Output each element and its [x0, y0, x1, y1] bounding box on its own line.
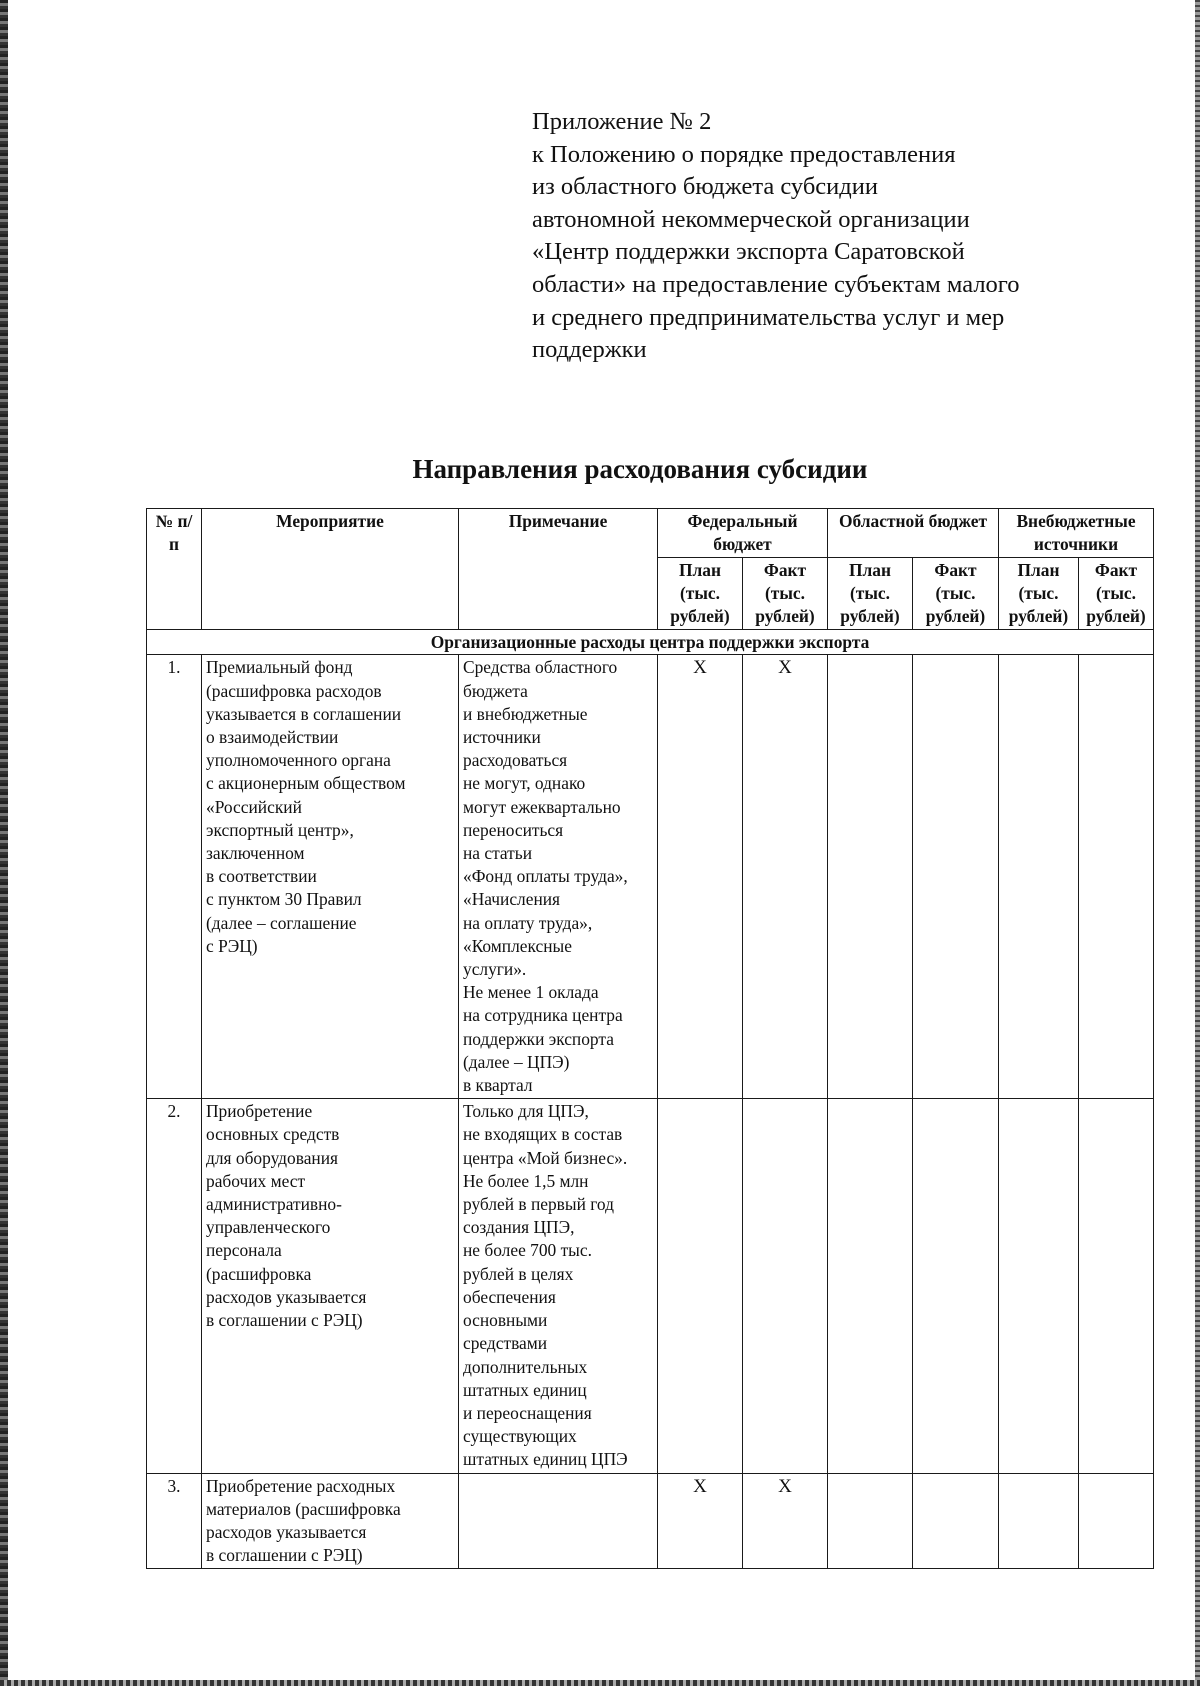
extra-plan-cell	[999, 1099, 1079, 1473]
federal-plan-cell: X	[658, 655, 743, 1099]
header-regional-fact: Факт (тыс. рублей)	[913, 558, 999, 630]
extra-fact-cell	[1079, 1099, 1154, 1473]
extra-plan-cell	[999, 1473, 1079, 1569]
note-line: средствами	[463, 1333, 548, 1354]
note-line: рублей в целях	[463, 1263, 574, 1284]
note-line: рублей в первый год	[463, 1194, 614, 1215]
header-extra-plan: План (тыс. рублей)	[999, 558, 1079, 630]
header-event: Мероприятие	[202, 509, 459, 630]
note-line: в квартал	[463, 1075, 533, 1096]
event-line: рабочих мест	[206, 1170, 306, 1191]
note-line: штатных единиц	[463, 1379, 587, 1400]
event-line: для оборудования	[206, 1147, 339, 1168]
note-line: Не более 1,5 млн	[463, 1170, 589, 1191]
row-note	[459, 1099, 658, 1473]
scan-edge-bottom	[0, 1680, 1200, 1686]
header-federal-plan: План (тыс. рублей)	[658, 558, 743, 630]
note-line: источники	[463, 727, 541, 748]
row-number: 3.	[147, 1473, 202, 1569]
document-title: Направления расходования субсидии	[412, 454, 868, 484]
event-line: (далее – соглашение	[206, 912, 357, 933]
event-line: в соответствии	[206, 866, 317, 887]
appendix-line: области» на предоставление субъектам малого	[532, 270, 1020, 298]
note-line: Не менее 1 оклада	[463, 982, 599, 1003]
note-line: не более 700 тыс.	[463, 1240, 592, 1261]
header-num: № п/п	[147, 509, 202, 630]
appendix-line: автономной некоммерческой организации	[532, 205, 970, 233]
header-extra: Внебюджетные источники	[999, 509, 1154, 558]
regional-plan-cell	[828, 655, 913, 1099]
note-line: создания ЦПЭ,	[463, 1217, 575, 1238]
regional-fact-cell	[913, 1099, 999, 1473]
note-line: существующих	[463, 1426, 577, 1447]
event-line: материалов (расшифровка	[206, 1498, 401, 1519]
expenses-table	[146, 508, 1154, 1569]
event-line: расходов указывается	[206, 1286, 367, 1307]
header-federal: Федеральный бюджет	[658, 509, 828, 558]
regional-plan-cell	[828, 1099, 913, 1473]
appendix-line: из областного бюджета субсидии	[532, 173, 878, 201]
appendix-line: Приложение № 2	[532, 108, 712, 135]
regional-fact-cell	[913, 655, 999, 1099]
note-line: основными	[463, 1310, 548, 1331]
section-title: Организационные расходы центра поддержки экспорта	[147, 630, 1154, 655]
note-line: центра «Мой бизнес».	[463, 1147, 628, 1168]
regional-plan-cell	[828, 1473, 913, 1569]
row-number: 1.	[147, 655, 202, 1099]
event-line: (расшифровка расходов	[206, 680, 382, 701]
note-line: штатных единиц ЦПЭ	[463, 1449, 628, 1470]
row-event	[202, 1099, 459, 1473]
event-line: о взаимодействии	[206, 727, 339, 748]
event-line: Приобретение	[206, 1101, 313, 1122]
row-note	[459, 1473, 658, 1569]
federal-fact-cell: X	[743, 655, 828, 1099]
note-line: не входящих в состав	[463, 1124, 623, 1145]
note-line: поддержки экспорта	[463, 1028, 614, 1049]
event-line: с РЭЦ)	[206, 935, 258, 956]
row-number: 2.	[147, 1099, 202, 1473]
event-line: экспортный центр»,	[206, 819, 354, 840]
note-line: «Фонд оплаты труда»,	[463, 866, 628, 887]
header-row	[147, 509, 1154, 558]
note-line: (далее – ЦПЭ)	[463, 1051, 570, 1072]
event-line: персонала	[206, 1240, 282, 1261]
appendix-line: «Центр поддержки экспорта Саратовской	[532, 238, 965, 266]
event-line: Премиальный фонд	[206, 657, 353, 678]
note-line: могут ежеквартально	[463, 796, 621, 817]
header-regional: Областной бюджет	[828, 509, 999, 558]
note-line: дополнительных	[463, 1356, 588, 1377]
row-event	[202, 1473, 459, 1569]
event-line: с пунктом 30 Правил	[206, 889, 362, 910]
header-regional-plan: План (тыс. рублей)	[828, 558, 913, 630]
header-federal-fact: Факт (тыс. рублей)	[743, 558, 828, 630]
note-line: расходоваться	[463, 750, 568, 771]
federal-plan-cell	[658, 1099, 743, 1473]
row-note	[459, 655, 658, 1099]
event-line: указывается в соглашении	[206, 703, 402, 724]
note-line: обеспечения	[463, 1286, 556, 1307]
section-row	[147, 630, 1154, 655]
note-line: переноситься	[463, 819, 564, 840]
appendix-line: к Положению о порядке предоставления	[532, 140, 956, 168]
note-line: Только для ЦПЭ,	[463, 1101, 589, 1122]
note-line: на статьи	[463, 843, 533, 864]
event-line: административно-	[206, 1194, 342, 1215]
extra-plan-cell	[999, 655, 1079, 1099]
note-line: бюджета	[463, 680, 528, 701]
note-line: и переоснащения	[463, 1402, 592, 1423]
appendix-line: поддержки	[532, 336, 647, 364]
event-line: «Российский	[206, 796, 302, 817]
note-line: и внебюджетные	[463, 703, 588, 724]
event-line: (расшифровка	[206, 1263, 312, 1284]
header-extra-fact: Факт (тыс. рублей)	[1079, 558, 1154, 630]
event-line: с акционерным обществом	[206, 773, 406, 794]
note-line: «Начисления	[463, 889, 561, 910]
note-line: на оплату труда»,	[463, 912, 593, 933]
federal-plan-cell: X	[658, 1473, 743, 1569]
header-note: Примечание	[459, 509, 658, 630]
note-line: не могут, однако	[463, 773, 586, 794]
note-line: услуги».	[463, 959, 527, 980]
event-line: в соглашении с РЭЦ)	[206, 1545, 363, 1566]
note-line: Средства областного	[463, 657, 618, 678]
note-line: на сотрудника центра	[463, 1005, 623, 1026]
event-line: в соглашении с РЭЦ)	[206, 1310, 363, 1331]
event-line: основных средств	[206, 1124, 340, 1145]
event-line: заключенном	[206, 843, 305, 864]
event-line: уполномоченного органа	[206, 750, 391, 771]
federal-fact-cell: X	[743, 1473, 828, 1569]
table-row	[147, 655, 1154, 1099]
event-line: расходов указывается	[206, 1521, 367, 1542]
appendix-header	[532, 106, 1132, 367]
table-row	[147, 1473, 1154, 1569]
appendix-line: и среднего предпринимательства услуг и мер	[532, 303, 1005, 331]
extra-fact-cell	[1079, 655, 1154, 1099]
extra-fact-cell	[1079, 1473, 1154, 1569]
event-line: управленческого	[206, 1217, 331, 1238]
scan-edge-left	[0, 0, 8, 1686]
table-row	[147, 1099, 1154, 1473]
note-line: «Комплексные	[463, 935, 572, 956]
regional-fact-cell	[913, 1473, 999, 1569]
scan-edge-right	[1195, 0, 1200, 1686]
federal-fact-cell	[743, 1099, 828, 1473]
event-line: Приобретение расходных	[206, 1475, 396, 1496]
row-event	[202, 655, 459, 1099]
